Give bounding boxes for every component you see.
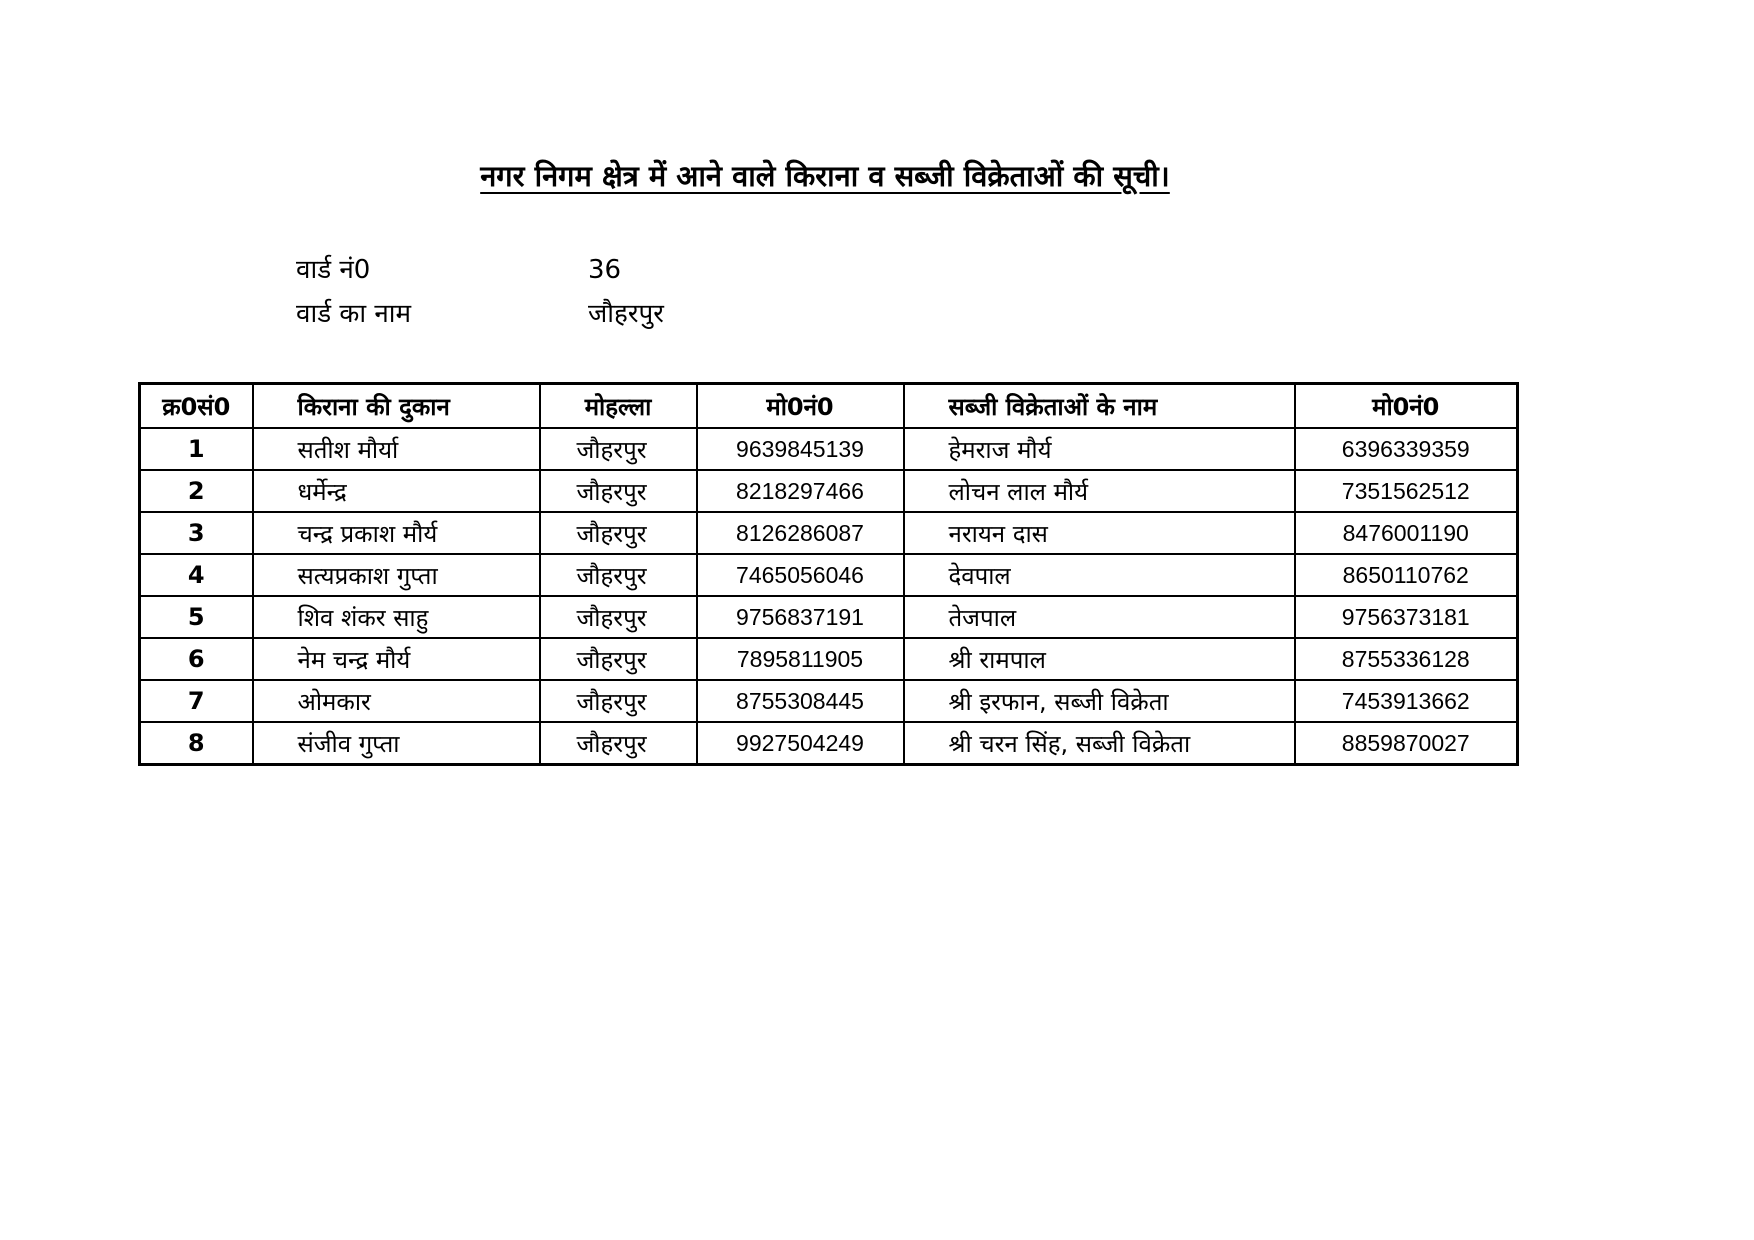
cell-grocery-shop: धर्मेन्द्र [253,470,540,512]
vendor-table [138,382,1519,766]
table-body [140,428,1518,765]
cell-mobile-vendor: 8476001190 [1295,512,1518,554]
ward-name-value: जौहरपुर [588,299,664,329]
cell-locality: जौहरपुर [540,722,697,765]
cell-mobile-shop: 8218297466 [697,470,904,512]
cell-locality: जौहरपुर [540,470,697,512]
table-row [140,554,1518,596]
cell-serial-no: 3 [140,512,253,554]
cell-mobile-vendor: 8755336128 [1295,638,1518,680]
cell-serial-no: 6 [140,638,253,680]
table-row [140,470,1518,512]
cell-mobile-vendor: 8859870027 [1295,722,1518,765]
header-row [140,384,1518,429]
cell-serial-no: 4 [140,554,253,596]
cell-vegetable-vendor: श्री चरन सिंह, सब्जी विक्रेता [904,722,1295,765]
table-row [140,638,1518,680]
cell-serial-no: 7 [140,680,253,722]
cell-grocery-shop: सत्यप्रकाश गुप्ता [253,554,540,596]
table-row [140,722,1518,765]
cell-grocery-shop: ओमकार [253,680,540,722]
header-mobile-shop: मो0नं0 [697,384,904,429]
cell-locality: जौहरपुर [540,680,697,722]
table-row [140,680,1518,722]
table-header [140,384,1518,429]
cell-serial-no: 5 [140,596,253,638]
cell-locality: जौहरपुर [540,512,697,554]
header-vegetable-vendor: सब्जी विक्रेताओं के नाम [904,384,1295,429]
cell-vegetable-vendor: श्री इरफान, सब्जी विक्रेता [904,680,1295,722]
cell-vegetable-vendor: लोचन लाल मौर्य [904,470,1295,512]
cell-vegetable-vendor: तेजपाल [904,596,1295,638]
header-locality: मोहल्ला [540,384,697,429]
cell-locality: जौहरपुर [540,638,697,680]
cell-mobile-vendor: 8650110762 [1295,554,1518,596]
page-title: नगर निगम क्षेत्र में आने वाले किराना व सब्जी विक्रेताओं की सूची। [480,159,1170,193]
header-mobile-vendor: मो0नं0 [1295,384,1518,429]
ward-number-value: 36 [588,255,622,285]
cell-mobile-shop: 9756837191 [697,596,904,638]
ward-number-label: वार्ड नं0 [296,255,371,285]
ward-name-label: वार्ड का नाम [296,299,412,329]
table-row [140,428,1518,470]
cell-grocery-shop: चन्द्र प्रकाश मौर्य [253,512,540,554]
cell-mobile-vendor: 7453913662 [1295,680,1518,722]
cell-vegetable-vendor: देवपाल [904,554,1295,596]
cell-mobile-shop: 8755308445 [697,680,904,722]
cell-serial-no: 2 [140,470,253,512]
cell-grocery-shop: शिव शंकर साहु [253,596,540,638]
cell-vegetable-vendor: श्री रामपाल [904,638,1295,680]
cell-mobile-shop: 9639845139 [697,428,904,470]
table-row [140,512,1518,554]
cell-vegetable-vendor: नरायन दास [904,512,1295,554]
cell-locality: जौहरपुर [540,596,697,638]
cell-serial-no: 1 [140,428,253,470]
cell-mobile-shop: 7895811905 [697,638,904,680]
cell-grocery-shop: संजीव गुप्ता [253,722,540,765]
table-row [140,596,1518,638]
cell-serial-no: 8 [140,722,253,765]
cell-vegetable-vendor: हेमराज मौर्य [904,428,1295,470]
cell-mobile-shop: 9927504249 [697,722,904,765]
cell-locality: जौहरपुर [540,428,697,470]
header-serial-no: क्र0सं0 [140,384,253,429]
cell-mobile-shop: 7465056046 [697,554,904,596]
cell-grocery-shop: सतीश मौर्या [253,428,540,470]
cell-mobile-shop: 8126286087 [697,512,904,554]
header-grocery-shop: किराना की दुकान [253,384,540,429]
cell-grocery-shop: नेम चन्द्र मौर्य [253,638,540,680]
cell-mobile-vendor: 6396339359 [1295,428,1518,470]
cell-locality: जौहरपुर [540,554,697,596]
cell-mobile-vendor: 9756373181 [1295,596,1518,638]
cell-mobile-vendor: 7351562512 [1295,470,1518,512]
